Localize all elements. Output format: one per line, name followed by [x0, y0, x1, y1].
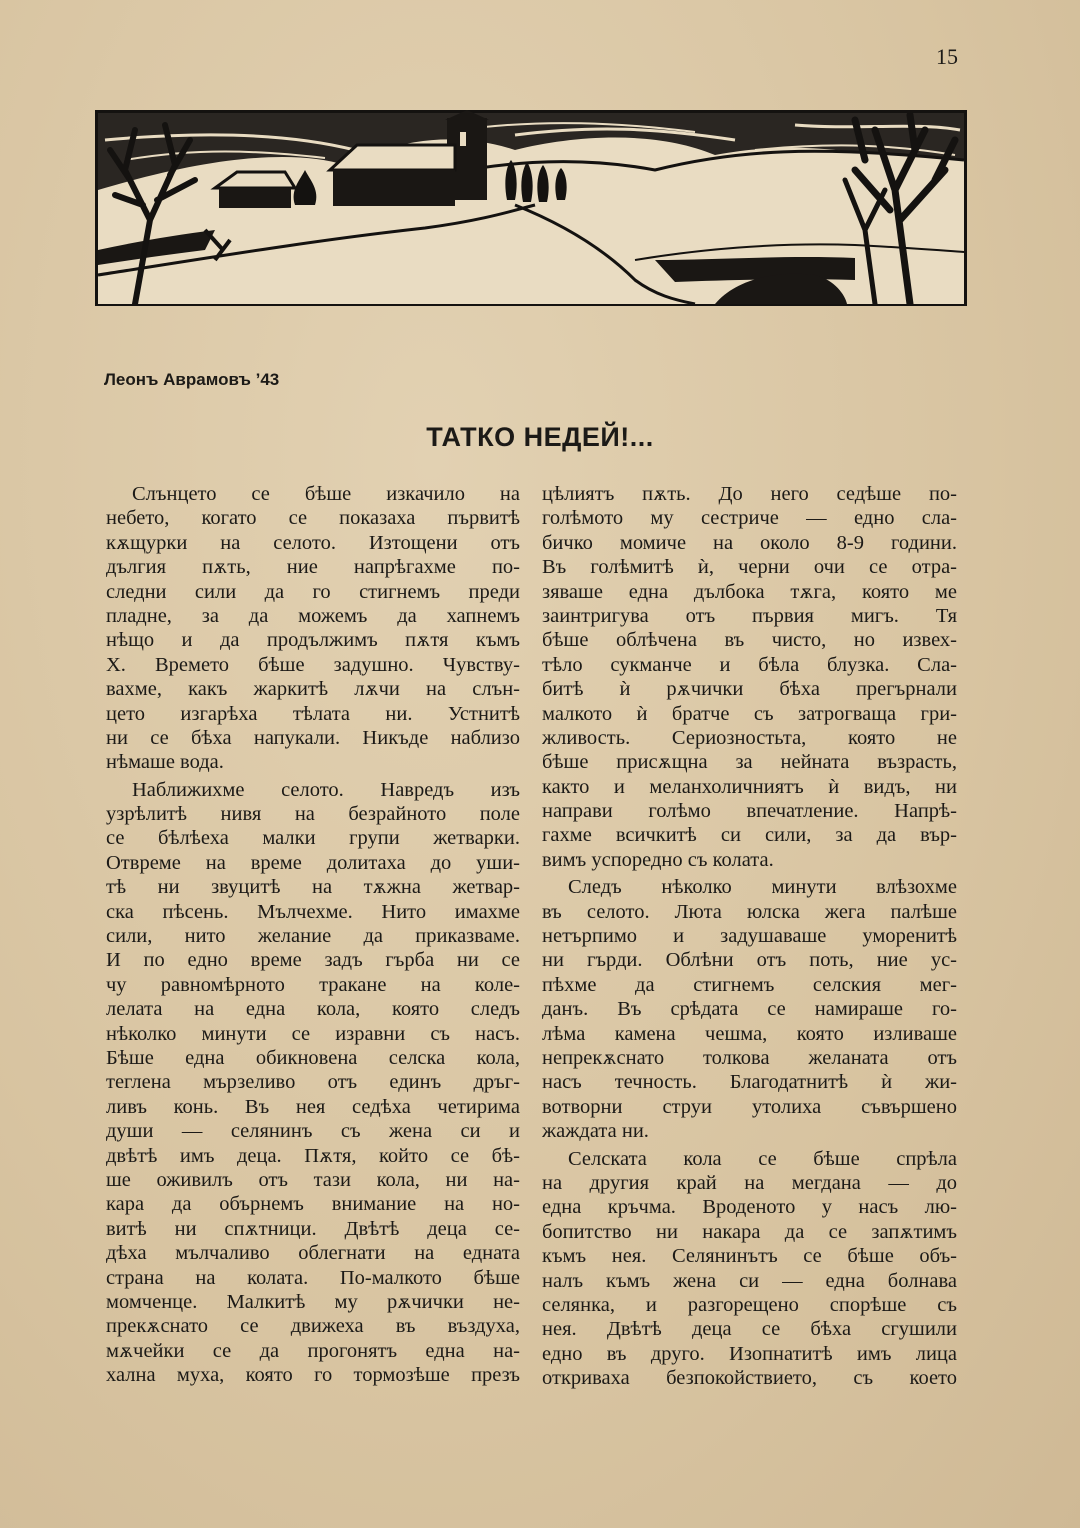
text-line: едно въ друго. Изопнатитѣ имъ лица	[542, 1342, 957, 1365]
text-line: вотворни струи утолиха съвършено	[542, 1095, 957, 1118]
text-line: страна на колата. По-малкото бѣше	[106, 1266, 520, 1289]
text-line: малкото ѝ братче съ затрогваща гри-	[542, 702, 957, 725]
text-line: една кръчма. Вроденото у насъ лю-	[542, 1196, 957, 1219]
text-line: нея. Двѣтѣ деца се бѣха сгушили	[542, 1318, 957, 1341]
text-line: тѣ ни звуцитѣ на тѫжна жетвар-	[106, 876, 520, 899]
landscape-woodcut-icon	[95, 110, 967, 306]
text-line: Следъ нѣколко минути влѣзохме	[568, 876, 957, 899]
text-line: селянка, и разгорещено спорѣше съ	[542, 1293, 957, 1316]
text-line: Отвреме на време долитаха до уши-	[106, 851, 520, 874]
text-line: нѣколко минути се изравни съ насъ.	[106, 1022, 520, 1045]
right-text-column	[542, 482, 957, 1390]
text-line: пѣхме да стигнемъ селския мег-	[542, 973, 957, 996]
text-line: дѣха мълчаливо облегнати на едната	[106, 1242, 520, 1265]
text-line: кара да обърнемъ внимание на но-	[106, 1193, 520, 1216]
text-line: направи голѣмо впечатление. Напрѣ-	[542, 800, 957, 823]
text-line: въ селото. Люта юлска жега палѣше	[542, 900, 957, 923]
text-line: жливость. Сериозностьта, която не	[542, 726, 957, 749]
text-line: кѫщурки на селото. Изтощени отъ	[106, 531, 520, 554]
text-line: бѣше облѣчена въ чисто, но извех-	[542, 629, 957, 652]
text-line: следни сили да го стигнемъ преди	[106, 580, 520, 603]
text-line: бопитство ни накара да се запѫтимъ	[542, 1220, 957, 1243]
text-line: цѣлиятъ пѫть. До него седѣше по-	[542, 483, 957, 505]
text-line: данъ. Въ срѣдата се намираше го-	[542, 998, 957, 1021]
text-line: цето изгарѣха тѣлата ни. Устнитѣ	[106, 702, 520, 725]
text-line: лѣма камена чешма, която изливаше	[542, 1022, 957, 1045]
text-line: ска пѣсень. Мълчехме. Нито имахме	[106, 900, 520, 923]
text-line: жаждата ни.	[542, 1120, 649, 1143]
text-line: нѣмаше вода.	[106, 751, 224, 774]
text-line: Въ голѣмитѣ ѝ, черни очи се отра-	[542, 556, 957, 579]
text-line: момченце. Малкитѣ му рѫчички не-	[106, 1290, 520, 1313]
text-line: нѣщо и да продължимъ пѫтя къмъ	[106, 629, 520, 652]
text-line: заинтригува отъ първия мигъ. Тя	[542, 604, 957, 627]
text-line: теглена мързеливо отъ единъ дръг-	[106, 1071, 520, 1094]
text-line: мѫчейки се да прогонятъ една на-	[106, 1339, 520, 1362]
left-text-column	[106, 482, 520, 1387]
text-line: хална муха, която го тормозѣше презъ	[106, 1364, 520, 1387]
text-line: както и меланхоличниятъ ѝ видъ, ни	[542, 775, 957, 798]
text-line: Бѣше една обикновена селска кола,	[106, 1046, 520, 1069]
text-line: пладне, за да можемъ да хапнемъ	[106, 604, 520, 627]
text-line: Наближихме селото. Навредъ изъ	[132, 778, 520, 801]
text-line: зяваше една дълбока тѫга, която ме	[542, 580, 957, 603]
text-line: бѣше присѫщна за нейната възрасть,	[542, 751, 957, 774]
text-line: гахме всичкитѣ си сили, за да вър-	[542, 824, 957, 847]
text-line: се бѣлѣеха малки групи жетварки.	[106, 827, 520, 850]
text-line: откриваха безпокойствието, съ което	[542, 1367, 957, 1390]
text-line: ни се бѣха напукали. Никъде наблизо	[106, 726, 520, 749]
text-line: нетърпимо и задушаваше уморенитѣ	[542, 925, 957, 948]
text-line: насъ течность. Благодатнитѣ ѝ жи-	[542, 1071, 957, 1094]
article-title: ТАТКО НЕДЕЙ!...	[426, 422, 654, 452]
text-line: ше оживилъ отъ тази кола, ни на-	[106, 1168, 520, 1191]
text-line: вимъ успоредно съ колата.	[542, 848, 774, 871]
text-line: небето, когато се показаха първитѣ	[106, 507, 520, 530]
text-line: витѣ ни спѫтници. Двѣтѣ деца се-	[106, 1217, 520, 1240]
text-line: къмъ нея. Селянинътъ се бѣше объ-	[542, 1245, 957, 1268]
text-line: на другия край на мегдана — до	[542, 1171, 957, 1194]
text-line: И по едно време задъ гърба ни се	[106, 949, 520, 972]
text-line: лелата на една кола, която следъ	[106, 998, 520, 1021]
text-line: Селската кола се бѣше спрѣла	[568, 1147, 957, 1170]
text-line: сили, нито желание да приказваме.	[106, 925, 520, 948]
text-line: вахме, какъ жаркитѣ лѫчи на слън-	[106, 678, 520, 701]
text-line: дългия пѫть, ние напрѣгахме по-	[106, 556, 520, 579]
text-line: голѣмото му сестриче — едно сла-	[542, 507, 957, 530]
text-line: бичко момиче на около 8-9 години.	[542, 531, 957, 554]
text-line: налъ къмъ жена си — една болнава	[542, 1269, 957, 1292]
text-line: узрѣлитѣ нивя на безрайното поле	[106, 803, 520, 826]
text-line: Слънцето се бѣше изкачило на	[132, 483, 520, 505]
text-line: непрекѫснато толкова желаната отъ	[542, 1046, 957, 1069]
text-line: двѣтѣ имъ деца. Пѫтя, който се бѣ-	[106, 1144, 520, 1167]
text-line: Х. Времето бѣше задушно. Чувству-	[106, 653, 520, 676]
page-number: 15	[936, 44, 958, 69]
text-line: ливъ конь. Въ нея седѣха четирима	[106, 1095, 520, 1118]
article-author: Леонъ Аврамовъ ’43	[104, 370, 280, 389]
text-line: битѣ ѝ рѫчички бѣха прегърнали	[542, 678, 957, 701]
text-line: души — селянинъ съ жена си и	[106, 1120, 520, 1143]
text-line: прекѫснато се движеха въ въздуха,	[106, 1315, 520, 1338]
text-line: тѣло сукманче и бѣла блузка. Сла-	[542, 653, 957, 676]
text-line: ни гърди. Облѣни отъ поть, ние ус-	[542, 949, 957, 972]
text-line: чу равномѣрното тракане на коле-	[106, 973, 520, 996]
winter-village-illustration	[95, 110, 967, 306]
